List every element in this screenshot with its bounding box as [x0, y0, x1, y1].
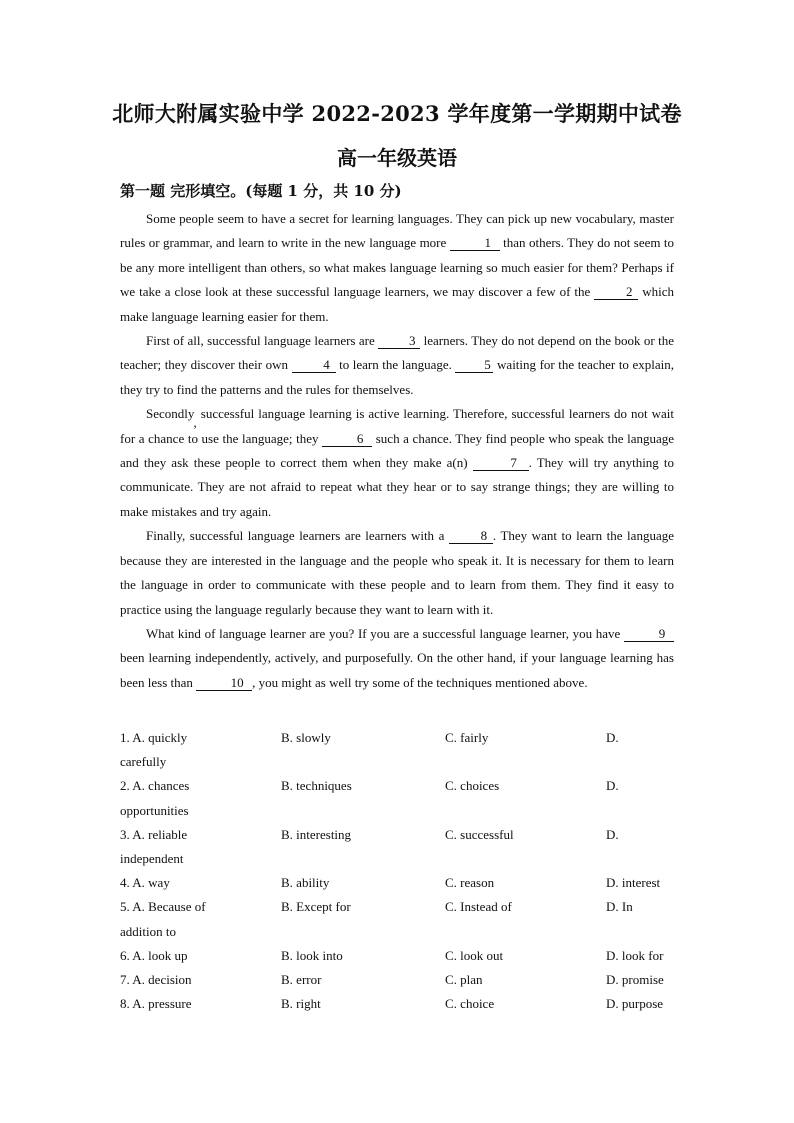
passage-text: ,: [193, 415, 197, 431]
passage-text: to learn the language.: [335, 357, 456, 373]
blank-8: 8: [449, 528, 493, 544]
blank-1: 1: [450, 235, 500, 251]
option-b: B. Except for: [281, 899, 351, 915]
option-d-continued: opportunities: [120, 802, 189, 818]
question-row: [120, 992, 680, 1016]
option-b: B. ability: [281, 875, 330, 891]
exam-subtitle: 高一年级英语: [337, 146, 457, 170]
option-a: 2. A. chances: [120, 778, 190, 794]
option-b: B. slowly: [281, 730, 331, 745]
passage-text: than others. They do not seem to be any more intelligent than others, so what makes language learning so much easier for them? Perhaps if we take a close look at these successful language learners, we may discover a few of the: [120, 235, 675, 300]
question-list: [120, 726, 680, 1016]
passage-text: . They will try anything to communicate. They are not afraid to repeat what they hear or to say strange things; they are willing to make mistakes and try again.: [120, 455, 675, 519]
option-d-continued: addition to: [120, 923, 176, 939]
passage-text: such a chance. They find people who speak the language and they ask these people to correct them when they make a(n): [120, 430, 674, 471]
option-a: 7. A. decision: [120, 971, 192, 987]
passage-text: Finally, successful language learners are learners with a: [146, 528, 449, 544]
passage-text: Some people seem to have a secret for learning languages. They can pick up new vocabulary, master rules or grammar, and learn to write in the new language more: [120, 211, 674, 251]
option-c: C. choice: [445, 996, 495, 1012]
option-d: D.: [606, 778, 619, 794]
section-heading: 第一题 完形填空。(每题 1 分，共 10 分): [120, 182, 402, 200]
paragraph-4: [120, 524, 674, 622]
option-d-continued: independent: [120, 850, 184, 866]
passage-text: Secondly: [146, 406, 194, 422]
option-c: C. reason: [445, 875, 495, 891]
paragraph-3: [120, 402, 674, 524]
passage-text: , you might as well try some of the techniques mentioned above.: [252, 674, 588, 690]
question-row: [120, 895, 680, 943]
option-a: 5. A. Because of: [120, 899, 206, 915]
passage-text: waiting for the teacher to explain, they try to find the patterns and the rules for themselves.: [120, 357, 674, 397]
question-row: [120, 726, 680, 774]
blank-9: 9: [624, 626, 674, 642]
paragraph-2: [120, 329, 674, 402]
question-row: [120, 871, 680, 895]
question-row: [120, 774, 680, 822]
blank-7: 7: [473, 455, 529, 471]
option-b: B. techniques: [281, 778, 352, 794]
option-b: B. error: [281, 971, 322, 987]
option-d: D. In: [606, 899, 633, 915]
passage-text: which make language learning easier for them.: [120, 284, 674, 324]
option-c: C. successful: [445, 826, 514, 842]
option-c: C. plan: [445, 971, 483, 987]
option-a: 6. A. look up: [120, 947, 188, 963]
option-d: D.: [606, 730, 619, 745]
blank-5: 5: [455, 357, 493, 373]
paragraph-5: [120, 622, 674, 695]
option-b: B. right: [281, 996, 321, 1012]
option-d: D. promise: [606, 971, 664, 987]
option-b: B. look into: [281, 947, 343, 963]
passage-text: learners. They do not depend on the book or the teacher; they discover their own: [120, 333, 674, 373]
blank-6: 6: [322, 431, 372, 447]
passage-text: First of all, successful language learners are: [146, 333, 379, 349]
option-d-continued: carefully: [120, 754, 167, 770]
option-c: C. choices: [445, 778, 500, 794]
paragraph-1: [120, 207, 674, 329]
question-row: [120, 823, 680, 871]
question-row: [120, 944, 680, 968]
passage-text: What kind of language learner are you? If you are a successful language learner, you have: [146, 625, 624, 641]
option-a: 3. A. reliable: [120, 826, 188, 842]
blank-4: 4: [292, 357, 336, 373]
option-c: C. fairly: [445, 730, 489, 745]
option-b: B. interesting: [281, 826, 352, 842]
option-d: D. purpose: [606, 996, 664, 1012]
option-a: 8. A. pressure: [120, 996, 192, 1012]
blank-10: 10: [196, 675, 252, 691]
option-c: C. look out: [445, 947, 504, 963]
option-d: D. interest: [606, 875, 661, 891]
option-c: C. Instead of: [445, 899, 512, 915]
question-row: [120, 968, 680, 992]
exam-title: 北师大附属实验中学 2022-2023 学年度第一学期期中试卷: [112, 101, 682, 126]
option-a: 4. A. way: [120, 875, 170, 891]
passage-text: successful language learning is active learning. Therefore, successful learners do not wait for a chance to use the language; they: [120, 406, 674, 446]
passage-text: . They want to learn the language because they are interested in the language and the people who speak it. It is necessary for them to learn the language in order to communicate with these people and to learn from them. They find it easy to practice using the language regularly because they want to learn with it.: [120, 528, 674, 617]
option-d: D. look for: [606, 947, 664, 963]
option-d: D.: [606, 826, 619, 842]
cloze-passage: [120, 207, 674, 695]
blank-2: 2: [594, 284, 638, 300]
blank-3: 3: [378, 333, 420, 349]
passage-text: been learning independently, actively, and purposefully. On the other hand, if your language learning has been less than: [120, 650, 674, 690]
option-a: 1. A. quickly: [120, 730, 188, 745]
